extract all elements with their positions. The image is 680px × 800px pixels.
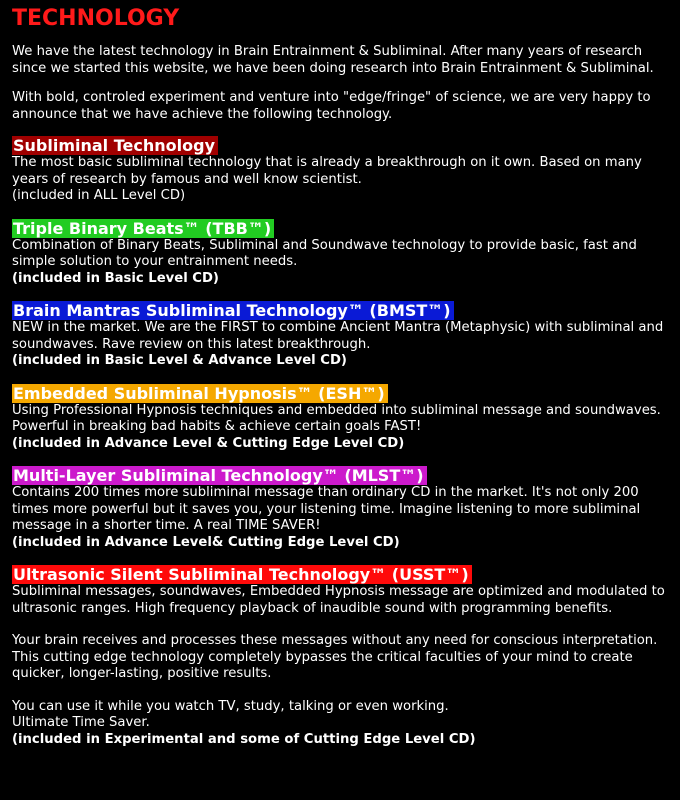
- section-note: (included in Advance Level& Cutting Edge Level CD): [12, 534, 400, 550]
- section-title-bmst: Brain Mantras Subliminal Technology™ (BMST™): [12, 301, 454, 320]
- section-body: [12, 155, 668, 205]
- section-text: NEW in the market. We are the FIRST to combine Ancient Mantra (Metaphysic) with subliminal and soundwaves. Rave review on this latest breakthrough.: [12, 320, 664, 352]
- section-text: Contains 200 times more subliminal message than ordinary CD in the market. It's not only 200 times more powerful but it saves you, your listening time. Imagine listening to more subliminal message in a shorter time. A real TIME SAVER!: [12, 485, 641, 533]
- section-title-esh: Embedded Subliminal Hypnosis™ (ESH™): [12, 384, 388, 403]
- section-text: Combination of Binary Beats, Subliminal and Soundwave technology to provide basic, fast and simple solution to your entrainment needs.: [12, 237, 637, 269]
- page-title: TECHNOLOGY: [12, 6, 180, 31]
- section-title-usst: Ultrasonic Silent Subliminal Technology™ (USST™): [12, 565, 472, 584]
- intro-paragraph-1: We have the latest technology in Brain Entrainment & Subliminal. After many years of research since we started this website, we have been doing research into Brain Entrainment & Subliminal.: [12, 44, 654, 76]
- section-body: [12, 485, 668, 551]
- section-tbb: [12, 219, 668, 288]
- section-subliminal: [12, 136, 668, 205]
- section-esh: [12, 384, 668, 453]
- section-note: (included in ALL Level CD): [12, 188, 186, 203]
- section-bmst: [12, 301, 668, 370]
- section-note: (included in Advance Level & Cutting Edge Level CD): [12, 435, 405, 451]
- section-mlst: [12, 466, 668, 551]
- section-text: Your brain receives and processes these messages without any need for conscious interpretation. This cutting edge technology completely bypasses the critical faculties of your mind to create quicker, longer-lasting, positive results.: [12, 633, 658, 681]
- section-note: (included in Experimental and some of Cutting Edge Level CD): [12, 731, 476, 747]
- section-title-tbb: Triple Binary Beats™ (TBB™): [12, 219, 274, 238]
- section-title-subliminal: Subliminal Technology: [12, 136, 218, 155]
- section-text: Using Professional Hypnosis techniques and embedded into subliminal message and soundwaves. Powerful in breaking bad habits & achieve certain goals FAST!: [12, 402, 661, 434]
- section-usst: [12, 565, 668, 748]
- section-text: Subliminal messages, soundwaves, Embedded Hypnosis message are optimized and modulated to ultrasonic ranges. High frequency playback of inaudible sound with programming benefits.: [12, 584, 665, 616]
- section-text: Ultimate Time Saver.: [12, 715, 150, 730]
- section-text: The most basic subliminal technology that is already a breakthrough on it own. Based on many years of research by famous and well know scientist.: [12, 155, 642, 187]
- section-note: (included in Basic Level & Advance Level CD): [12, 353, 347, 368]
- section-title-mlst: Multi-Layer Subliminal Technology™ (MLST™): [12, 466, 427, 485]
- section-body: [12, 238, 668, 288]
- section-note: (included in Basic Level CD): [12, 270, 219, 286]
- section-body: [12, 584, 668, 748]
- intro-paragraph-2: With bold, controled experiment and venture into "edge/fringe" of science, we are very happy to announce that we have achieve the following technology.: [12, 90, 651, 122]
- section-body: [12, 320, 668, 370]
- section-body: [12, 403, 668, 453]
- section-text: You can use it while you watch TV, study, talking or even working.: [12, 698, 449, 714]
